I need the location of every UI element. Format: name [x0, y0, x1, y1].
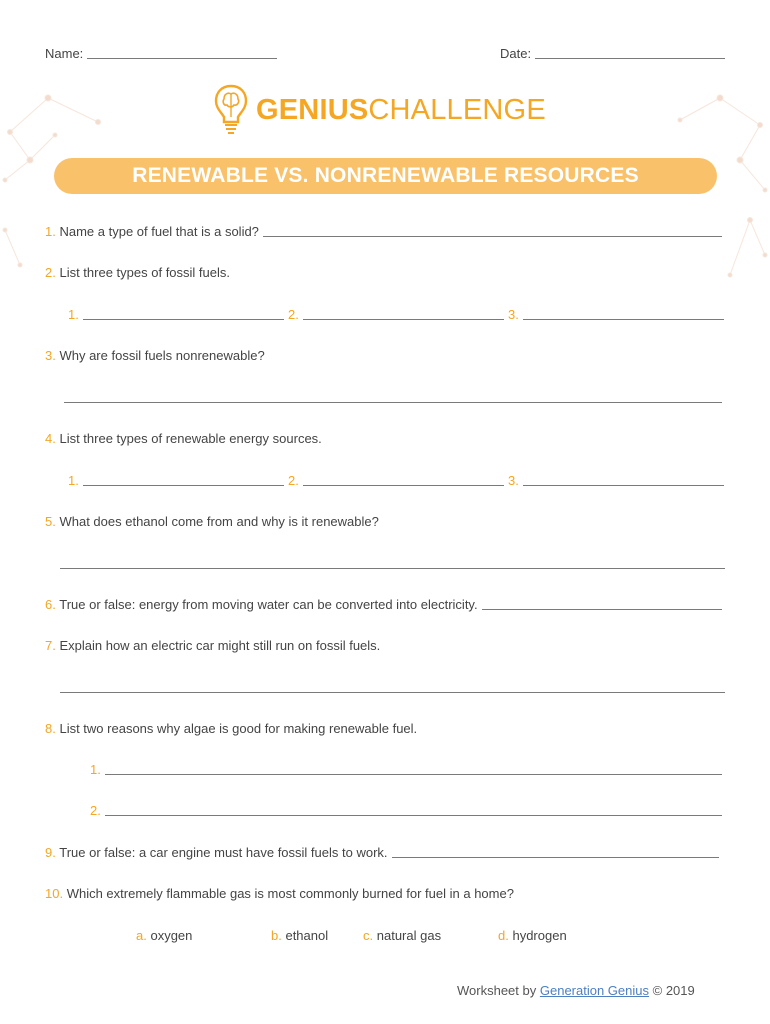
answer-2-blank-3[interactable]: 3. [508, 307, 724, 322]
footer-suffix: © 2019 [652, 983, 695, 998]
choice-c[interactable]: c. natural gas [363, 928, 442, 943]
logo-wordmark [256, 94, 546, 127]
choice-b[interactable]: b. ethanol [271, 928, 329, 943]
name-blank[interactable] [87, 58, 277, 59]
choice-d[interactable]: d. hydrogen [498, 928, 567, 943]
answer-4-blank-1[interactable]: 1. [68, 473, 284, 488]
question-5: 5. What does ethanol come from and why is it renewable? [45, 514, 379, 529]
question-8: 8. List two reasons why algae is good for making renewable fuel. [45, 721, 418, 736]
answer-5-blank[interactable] [60, 568, 725, 569]
question-7-text: Explain how an electric car might still run on fossil fuels. [59, 638, 381, 653]
question-1 [45, 224, 722, 239]
question-3: 3. Why are fossil fuels nonrenewable? [45, 348, 265, 363]
page-title: RENEWABLE VS. NONRENEWABLE RESOURCES [132, 164, 639, 187]
answer-4-blank-2[interactable]: 2. [288, 473, 504, 488]
question-2-text: List three types of fossil fuels. [59, 265, 230, 280]
question-2: 2. List three types of fossil fuels. [45, 265, 230, 280]
question-4: 4. List three types of renewable energy sources. [45, 431, 322, 446]
date-field[interactable] [500, 46, 725, 61]
logo-light: CHALLENGE [368, 94, 546, 126]
choice-a[interactable]: a. oxygen [136, 928, 193, 943]
footer-credit [457, 983, 695, 998]
question-1-text: 1. Name a type of fuel that is a solid? [45, 224, 259, 239]
answer-9-blank[interactable] [392, 857, 719, 858]
name-label: Name: [45, 46, 84, 61]
answer-6-blank[interactable] [482, 609, 722, 610]
question-5-text: What does ethanol come from and why is it renewable? [59, 514, 379, 529]
answer-7-blank[interactable] [60, 692, 725, 693]
question-10-text: Which extremely flammable gas is most commonly burned for fuel in a home? [66, 886, 514, 901]
answer-2-blank-1[interactable]: 1. [68, 307, 284, 322]
question-9-text: 9. True or false: a car engine must have fossil fuels to work. [45, 845, 388, 860]
answer-8-blank-2[interactable]: 2. [90, 803, 722, 818]
question-8-text: List two reasons why algae is good for making renewable fuel. [59, 721, 418, 736]
answer-8-blank-1[interactable]: 1. [90, 762, 722, 777]
logo-bold: GENIUS [256, 94, 369, 126]
answer-1-blank[interactable] [263, 236, 722, 237]
answer-4-blank-3[interactable]: 3. [508, 473, 724, 488]
footer-link[interactable]: Generation Genius [539, 983, 649, 998]
answer-3-blank[interactable] [64, 402, 722, 403]
date-blank[interactable] [535, 58, 725, 59]
footer-prefix: Worksheet by [457, 983, 537, 998]
name-field[interactable] [45, 46, 277, 61]
question-10: 10. Which extremely flammable gas is most commonly burned for fuel in a home? [45, 886, 514, 901]
answer-2-blank-2[interactable]: 2. [288, 307, 504, 322]
question-6-text: 6. True or false: energy from moving water can be converted into electricity. [45, 597, 478, 612]
answer-choices [0, 928, 770, 948]
lightbulb-brain-icon [214, 84, 248, 136]
date-label: Date: [500, 46, 532, 61]
question-6 [45, 597, 722, 612]
question-7: 7. Explain how an electric car might still run on fossil fuels. [45, 638, 381, 653]
question-4-text: List three types of renewable energy sources. [59, 431, 322, 446]
question-3-text: Why are fossil fuels nonrenewable? [59, 348, 265, 363]
question-9 [45, 845, 719, 860]
